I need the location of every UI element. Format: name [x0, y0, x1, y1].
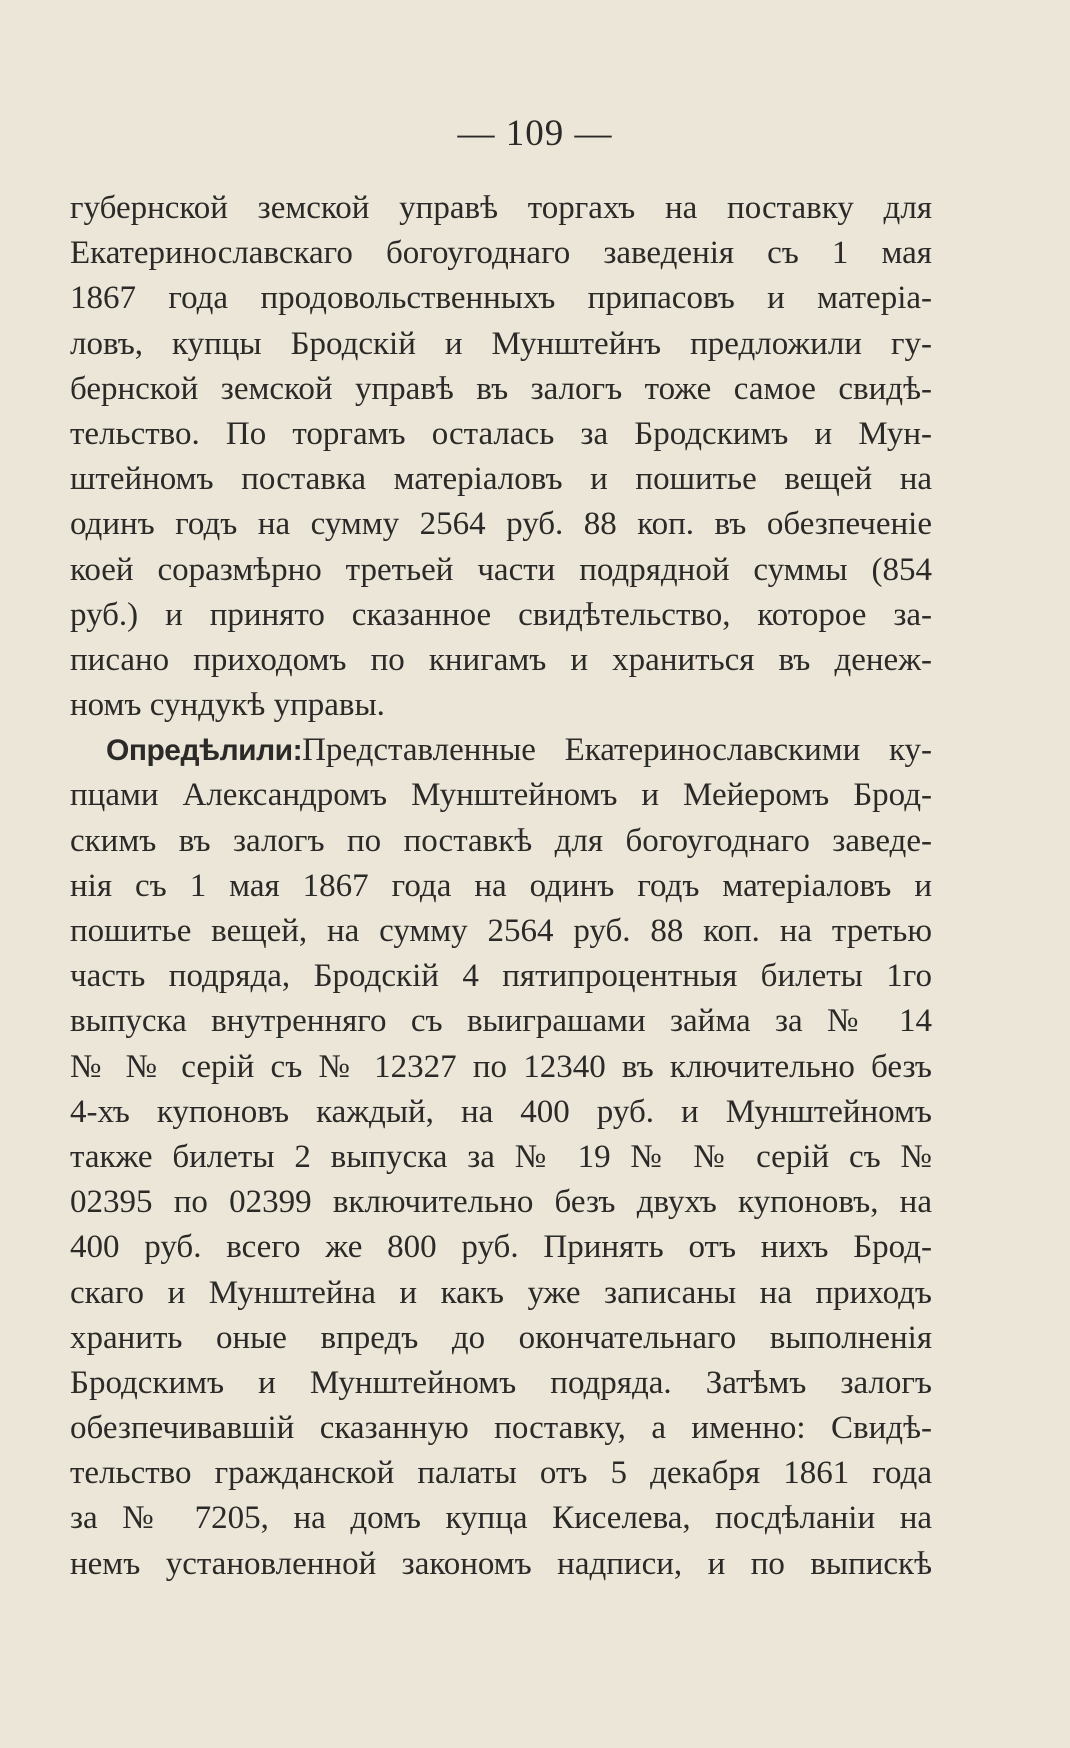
paragraph-1 — [70, 186, 932, 728]
text-line: Екатеринославскаго богоугоднаго заведенія съ 1 мая — [70, 235, 932, 272]
text-line: тельство. По торгамъ осталась за Бродскимъ и Мун- — [70, 415, 932, 452]
text-line: бернской земской управѣ въ залогъ тоже самое свидѣ- — [70, 370, 932, 407]
text-line: пцами Александромъ Мунштейномъ и Мейеромъ Брод- — [70, 777, 932, 814]
text-line: выпуска внутренняго съ выиграшами займа за № 14 — [70, 1003, 932, 1040]
paragraph-2 — [70, 728, 932, 1587]
text-line: часть подряда, Бродскій 4 пятипроцентныя билеты 1го — [70, 958, 932, 995]
text-line: губернской земской управѣ торгахъ на поставку для — [70, 190, 932, 226]
text-line: 400 руб. всего же 800 руб. Принять отъ нихъ Брод- — [70, 1229, 932, 1266]
text-line: пошитье вещей, на сумму 2564 руб. 88 коп. на третью — [70, 913, 932, 949]
text-line-fragment: Представленные Екатеринославскими ку- — [302, 732, 932, 769]
page-number: — 109 — — [457, 113, 613, 154]
text-line: за № 7205, на домъ купца Киселева, посдѣланіи на — [70, 1500, 932, 1537]
page-text — [70, 186, 932, 1587]
text-line: немъ установленной закономъ надписи, и по выпискѣ — [70, 1545, 932, 1582]
text-line: номъ сундукѣ управы. — [70, 687, 385, 724]
text-line: тельство гражданской палаты отъ 5 декабря 1861 года — [70, 1455, 932, 1492]
text-line: коей соразмѣрно третьей части подрядной суммы (854 — [70, 551, 932, 588]
text-line: 1867 года продовольственныхъ припасовъ и матеріа- — [70, 280, 932, 317]
text-line: скаго и Мунштейна и какъ уже записаны на приходъ — [70, 1274, 932, 1311]
text-line: одинъ годъ на сумму 2564 руб. 88 коп. въ обезпеченіе — [70, 506, 932, 543]
text-line: 4-хъ купоновъ каждый, на 400 руб. и Мунштейномъ — [70, 1093, 932, 1130]
text-line: также билеты 2 выпуска за № 19 № № серій съ № — [70, 1138, 932, 1175]
text-line: скимъ въ залогъ по поставкѣ для богоугоднаго заведе- — [70, 822, 932, 859]
text-line: обезпечивавшій сказанную поставку, а именно: Свидѣ- — [70, 1410, 932, 1447]
resolution-label: Опредѣлили: — [106, 734, 303, 768]
text-line: ловъ, купцы Бродскій и Мунштейнъ предложили гу- — [70, 325, 932, 362]
paragraph-2-first-line — [70, 728, 932, 773]
text-line: 02395 по 02399 включительно безъ двухъ купоновъ, на — [70, 1184, 932, 1221]
text-line: штейномъ поставка матеріаловъ и пошитье вещей на — [70, 461, 932, 498]
text-line: писано приходомъ по книгамъ и храниться въ денеж- — [70, 641, 932, 678]
text-line: Бродскимъ и Мунштейномъ подряда. Затѣмъ залогъ — [70, 1364, 932, 1401]
text-line: № № серій съ № 12327 по 12340 въ ключительно безъ — [70, 1048, 932, 1085]
text-line: нія съ 1 мая 1867 года на одинъ годъ матеріаловъ и — [70, 867, 932, 904]
text-line: руб.) и принято сказанное свидѣтельство, которое за- — [70, 596, 932, 633]
text-line: хранить оные впредъ до окончательнаго выполненія — [70, 1319, 932, 1356]
